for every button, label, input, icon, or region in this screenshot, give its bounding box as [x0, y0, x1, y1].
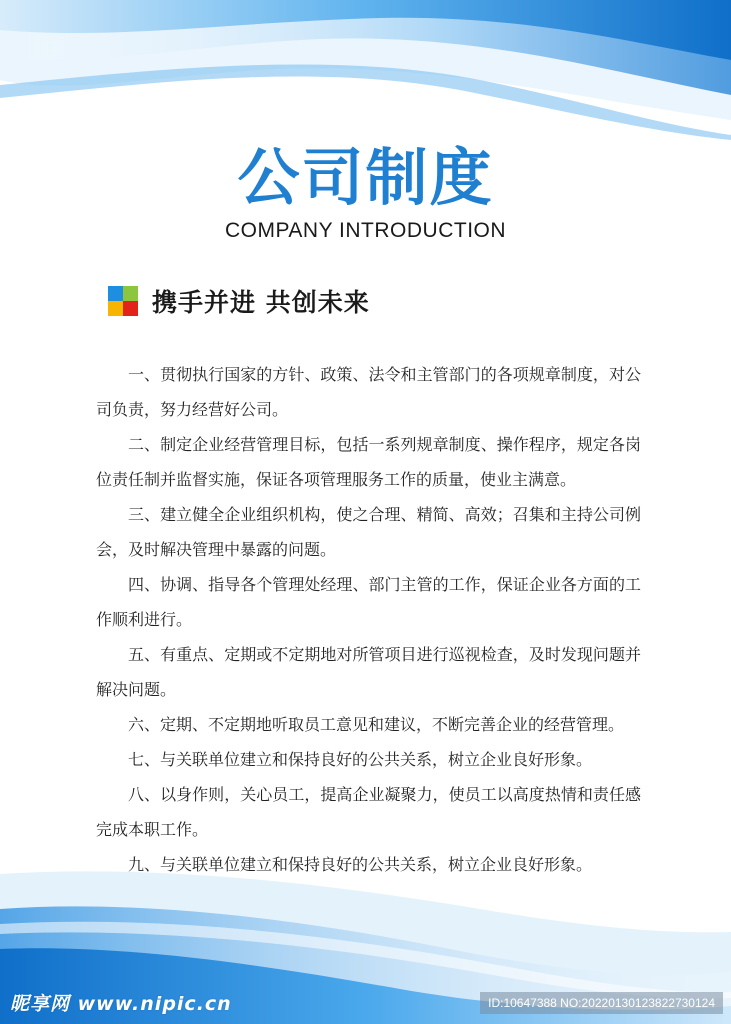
slogan-row: [108, 286, 370, 316]
regulation-item: 七、与关联单位建立和保持良好的公共关系，树立企业良好形象。: [128, 750, 593, 769]
slogan-text: 携手并进 共创未来: [152, 288, 370, 317]
page-title: 公司制度: [237, 141, 494, 214]
regulations-content: [96, 357, 641, 882]
regulation-item: 六、定期、不定期地听取员工意见和建议，不断完善企业的经营管理。: [128, 715, 625, 734]
page-subtitle: COMPANY INTRODUCTION: [224, 219, 507, 242]
regulation-item: 五、有重点、定期或不定期地对所管项目进行巡视检查，及时发现问题并解决问题。: [96, 645, 641, 699]
color-square-logo-icon: [108, 286, 138, 316]
logo-square-blue: [108, 286, 123, 301]
logo-square-red: [123, 301, 138, 316]
logo-square-green: [123, 286, 138, 301]
regulation-item: 四、协调、指导各个管理处经理、部门主管的工作，保证企业各方面的工作顺利进行。: [96, 575, 641, 629]
image-id-watermark: ID:10647388 NO:20220130123822730124: [480, 992, 723, 1014]
regulation-item: 二、制定企业经营管理目标，包括一系列规章制度、操作程序，规定各岗位责任制并监督实施，保证各项管理服务工作的质量，使业主满意。: [96, 435, 641, 489]
top-wave-decoration: [0, 0, 731, 150]
regulation-item: 一、贯彻执行国家的方针、政策、法令和主管部门的各项规章制度，对公司负责，努力经营好公司。: [96, 365, 641, 419]
site-watermark: 昵享网 www.nipic.cn: [10, 993, 232, 1015]
regulation-item: 三、建立健全企业组织机构，使之合理、精简、高效；召集和主持公司例会，及时解决管理中暴露的问题。: [96, 505, 641, 559]
logo-square-yellow: [108, 301, 123, 316]
regulation-item: 八、以身作则，关心员工，提高企业凝聚力，使员工以高度热情和责任感完成本职工作。: [96, 785, 641, 839]
regulation-item: 九、与关联单位建立和保持良好的公共关系，树立企业良好形象。: [128, 855, 593, 874]
